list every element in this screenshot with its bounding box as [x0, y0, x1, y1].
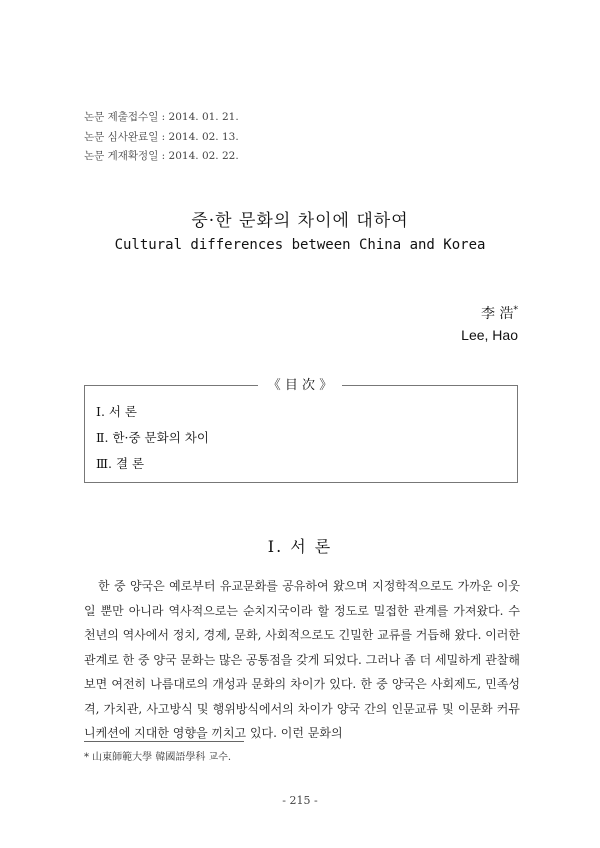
page-number: - 215 -: [282, 794, 318, 807]
date-submitted: 논문 제출접수일 : 2014. 01. 21.: [84, 111, 239, 123]
footnote: * 山東師範大學 韓國語學科 교수.: [84, 752, 232, 763]
date-accepted: 논문 게재확정일 : 2014. 02. 22.: [84, 150, 239, 162]
footnote-divider: [84, 741, 244, 742]
section-heading: Ⅰ. 서 론: [267, 537, 333, 556]
body-paragraph: 한 중 양국은 예로부터 유교문화를 공유하여 왔으며 지정학적으로도 가까운 이웃일 뿐만 아니라 역사적으로는 순치지국이라 할 정도로 밀접한 관계를 가져왔다. 수천년의 역사에서 정치, 경제, 문화, 사회적으로도 긴밀한 교류를 거듭해 왔다. 이러한 관계로 한 중 양국 문화는 많은 공통점을 갖게 되었다. 그러나 좀 더 세밀하게 관찰해 보면 여전히 나름대로의 개성과 문화의 차이가 있다. 한 중 양국은 사회제도, 민족성격, 가치관, 사고방식 및 행위방식에서의 차이가 양국 간의 인문교류 및 이문화 커뮤니케션에 지대한 영향을 끼치고 있다. 이런 문화의: [84, 579, 520, 740]
toc-item-conclusion: Ⅲ. 결 론: [96, 456, 145, 471]
toc-list: [96, 399, 209, 477]
author-footnote-marker: *: [513, 305, 518, 316]
author-name-korean: [481, 303, 518, 323]
toc-title-text: 《 目 次 》: [258, 378, 342, 393]
title-korean: 중·한 문화의 차이에 대하여: [191, 211, 409, 231]
author-name-english: Lee, Hao: [461, 327, 518, 343]
title-english: Cultural differences between China and Korea: [114, 237, 486, 253]
toc-title: [0, 374, 600, 393]
author-name-korean-text: 李 浩: [481, 306, 514, 322]
toc-item-introduction: Ⅰ. 서 론: [96, 404, 138, 419]
date-reviewed: 논문 심사완료일 : 2014. 02. 13.: [84, 130, 239, 143]
toc-item-differences: Ⅱ. 한·중 문화의 차이: [96, 430, 209, 445]
submission-dates: [84, 108, 239, 167]
